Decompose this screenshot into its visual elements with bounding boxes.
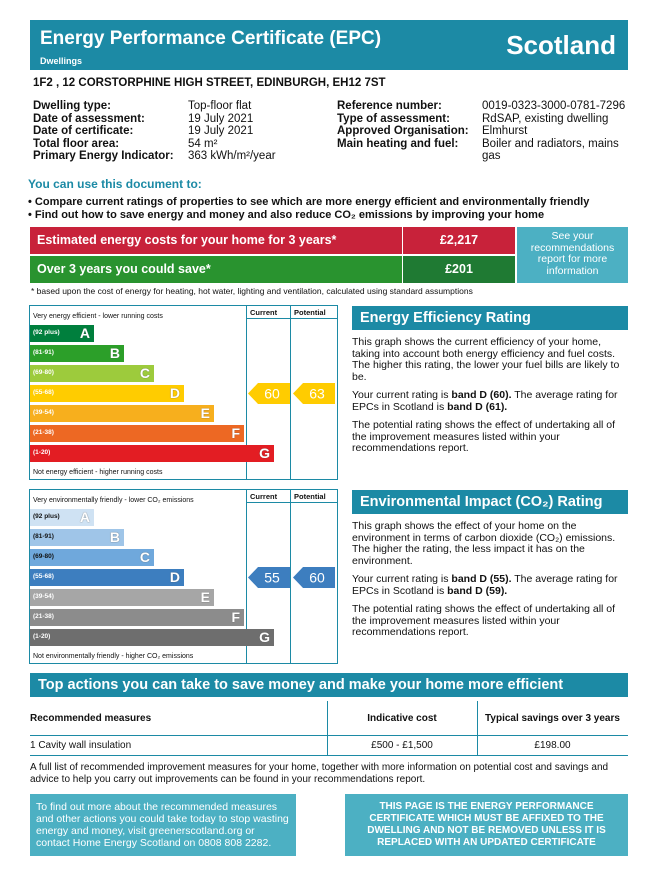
estimated-costs-label: Estimated energy costs for your home for 3 years* bbox=[37, 233, 337, 247]
band-range: (39-54) bbox=[33, 409, 54, 416]
find-out-more-text: To find out more about the recommended measures and other actions you could take today to stop wasting energy and money, visit greenerscotland.org or contact Home Energy Scotland on 0808 808 2282. bbox=[36, 801, 289, 849]
see-recommendations-box bbox=[517, 227, 628, 283]
band-letter: B bbox=[109, 529, 120, 545]
detail-value: 363 kWh/m²/year bbox=[188, 150, 276, 162]
current-column-header: Current bbox=[250, 308, 278, 317]
page-subtitle: Dwellings bbox=[40, 56, 83, 66]
detail-label: Dwelling type: bbox=[33, 100, 111, 112]
details-left bbox=[33, 100, 333, 163]
band-letter: E bbox=[200, 589, 210, 605]
band-letter: A bbox=[79, 509, 90, 525]
page-title: Energy Performance Certificate (EPC) bbox=[40, 28, 382, 49]
property-address: 1F2 , 12 CORSTORPHINE HIGH STREET, EDINBURGH, EH12 7ST bbox=[33, 77, 386, 89]
table-header-measures: Recommended measures bbox=[30, 713, 152, 724]
band-range: (21-38) bbox=[33, 613, 54, 620]
band-letter: C bbox=[139, 549, 150, 565]
band-letter: D bbox=[169, 385, 180, 401]
find-out-more-box bbox=[30, 794, 296, 856]
table-header-cost: Indicative cost bbox=[367, 713, 437, 724]
band-letter: A bbox=[79, 325, 90, 341]
detail-label: Type of assessment: bbox=[337, 112, 450, 125]
energy-efficiency-chart bbox=[29, 305, 338, 480]
table-cell-cost: £500 - £1,500 bbox=[371, 740, 433, 751]
detail-label: Total floor area: bbox=[33, 137, 120, 150]
current-rating-arrow bbox=[248, 383, 290, 404]
detail-label: Date of certificate: bbox=[33, 125, 134, 137]
energy-efficiency-panel bbox=[352, 306, 628, 462]
panel-title: Environmental Impact (CO₂) Rating bbox=[352, 490, 628, 514]
band-range: (1-20) bbox=[33, 449, 51, 456]
actions-note: A full list of recommended improvement measures for your home, together with more information on potential cost and savings and advice to help you carry out improvements can be found in your recommendations report. bbox=[30, 762, 609, 785]
chart-bottom-text: Not environmentally friendly - higher CO₂ emissions bbox=[33, 653, 194, 660]
table-rule bbox=[30, 735, 628, 736]
region-label: Scotland bbox=[506, 30, 616, 60]
rating-arrows bbox=[30, 306, 337, 479]
affix-notice-box bbox=[345, 794, 628, 856]
panel-paragraph: This graph shows the current efficiency of your home, taking into account both energy efficiency and fuel costs. The higher this rating, the lower your fuel bills are likely to be. bbox=[352, 336, 620, 383]
chart-bottom-text: Not energy efficient - higher running costs bbox=[33, 469, 163, 476]
band-range: (69-80) bbox=[33, 553, 54, 560]
detail-value: Elmhurst bbox=[482, 125, 528, 137]
current-rating-arrow-value: 55 bbox=[264, 569, 280, 586]
band-range: (92 plus) bbox=[33, 513, 60, 520]
potential-column-header: Potential bbox=[294, 308, 326, 317]
savings-value: £201 bbox=[403, 256, 515, 283]
details-right bbox=[337, 100, 632, 163]
band-letter: C bbox=[139, 365, 150, 381]
band-range: (39-54) bbox=[33, 593, 54, 600]
panel-paragraph: The potential rating shows the effect of undertaking all of the improvement measures listed within your recommendations report. bbox=[352, 603, 616, 638]
use-bullets bbox=[28, 196, 589, 221]
detail-value: Boiler and radiators, mains gas bbox=[482, 137, 619, 162]
detail-value: RdSAP, existing dwelling bbox=[482, 112, 609, 125]
affix-notice-text: THIS PAGE IS THE ENERGY PERFORMANCE CERTIFICATE WHICH MUST BE AFFIXED TO THE DWELLING AND NOT BE REMOVED UNLESS IT IS REPLACED WITH AN UPDATED CERTIFICATE bbox=[367, 801, 606, 848]
detail-label: Reference number: bbox=[337, 100, 442, 112]
band-range: (55-68) bbox=[33, 573, 54, 580]
epc-header bbox=[30, 20, 628, 70]
rating-arrows bbox=[30, 490, 337, 663]
detail-value: Top-floor flat bbox=[188, 100, 252, 112]
use-heading: You can use this document to: bbox=[28, 177, 202, 191]
table-header-savings: Typical savings over 3 years bbox=[485, 713, 620, 724]
potential-rating-arrow-value: 63 bbox=[309, 385, 325, 402]
potential-rating-arrow-value: 60 bbox=[309, 569, 325, 586]
detail-label: Main heating and fuel: bbox=[337, 137, 459, 150]
band-letter: B bbox=[109, 345, 120, 361]
panel-paragraph: This graph shows the effect of your home on the environment in terms of carbon dioxide (CO₂) emissions. The higher the rating, the less impact it has on the environment. bbox=[352, 520, 616, 567]
savings-label: Over 3 years you could save* bbox=[37, 262, 211, 276]
panel-paragraph: The potential rating shows the effect of undertaking all of the improvement measures listed within your recommendations report. bbox=[352, 419, 616, 454]
detail-label: Date of assessment: bbox=[33, 112, 145, 125]
band-letter: G bbox=[259, 629, 270, 645]
band-range: (21-38) bbox=[33, 429, 54, 436]
detail-value: 19 July 2021 bbox=[188, 112, 254, 125]
measures-table bbox=[30, 701, 628, 756]
table-rule bbox=[30, 755, 628, 756]
detail-value: 19 July 2021 bbox=[188, 125, 254, 137]
detail-value: 54 m² bbox=[188, 137, 218, 150]
band-range: (81-91) bbox=[33, 533, 54, 540]
panel-body bbox=[352, 330, 628, 455]
detail-label: Approved Organisation: bbox=[337, 125, 469, 137]
detail-label: Primary Energy Indicator: bbox=[33, 150, 174, 162]
bullet-item: • Find out how to save energy and money and also reduce CO₂ emissions by improving your home bbox=[28, 208, 545, 221]
bullet-item: • Compare current ratings of properties to see which are more energy efficient and environmentally friendly bbox=[28, 196, 590, 208]
cost-footnote: * based upon the cost of energy for heating, hot water, lighting and ventilation, calculated using standard assumptions bbox=[31, 286, 473, 296]
current-rating-arrow bbox=[248, 567, 290, 588]
band-range: (69-80) bbox=[33, 369, 54, 376]
table-cell-measure: 1 Cavity wall insulation bbox=[30, 740, 132, 751]
environmental-impact-chart bbox=[29, 489, 338, 664]
savings-row bbox=[30, 256, 402, 283]
chart-top-text: Very environmentally friendly - lower CO₂ emissions bbox=[33, 497, 194, 504]
panel-title: Energy Efficiency Rating bbox=[352, 306, 628, 330]
band-letter: E bbox=[200, 405, 210, 421]
detail-value: 0019-0323-3000-0781-7296 bbox=[482, 100, 626, 112]
band-letter: D bbox=[169, 569, 180, 585]
potential-rating-arrow bbox=[293, 567, 335, 588]
band-letter: G bbox=[259, 445, 270, 461]
potential-rating-arrow bbox=[293, 383, 335, 404]
estimated-costs-row bbox=[30, 227, 402, 254]
current-column-header: Current bbox=[250, 492, 278, 501]
see-recommendations-text: See your recommendations report for more information bbox=[530, 230, 615, 277]
estimated-costs-value: £2,217 bbox=[403, 227, 515, 254]
band-range: (1-20) bbox=[33, 633, 51, 640]
band-range: (81-91) bbox=[33, 349, 54, 356]
potential-column-header: Potential bbox=[294, 492, 326, 501]
table-cell-savings: £198.00 bbox=[534, 740, 571, 751]
panel-body bbox=[352, 514, 628, 639]
chart-top-text: Very energy efficient - lower running costs bbox=[33, 313, 163, 320]
current-rating-arrow-value: 60 bbox=[264, 385, 280, 402]
environmental-impact-panel bbox=[352, 490, 628, 646]
band-range: (92 plus) bbox=[33, 329, 60, 336]
band-letter: F bbox=[231, 425, 240, 441]
band-letter: F bbox=[231, 609, 240, 625]
panel-paragraph: Your current rating is band D (60). The average rating for EPCs in Scotland is band D (61). bbox=[352, 389, 618, 413]
panel-paragraph: Your current rating is band D (55). The average rating for EPCs in Scotland is band D (59). bbox=[352, 573, 618, 597]
band-range: (55-68) bbox=[33, 389, 54, 396]
top-actions-title: Top actions you can take to save money and make your home more efficient bbox=[30, 673, 628, 697]
